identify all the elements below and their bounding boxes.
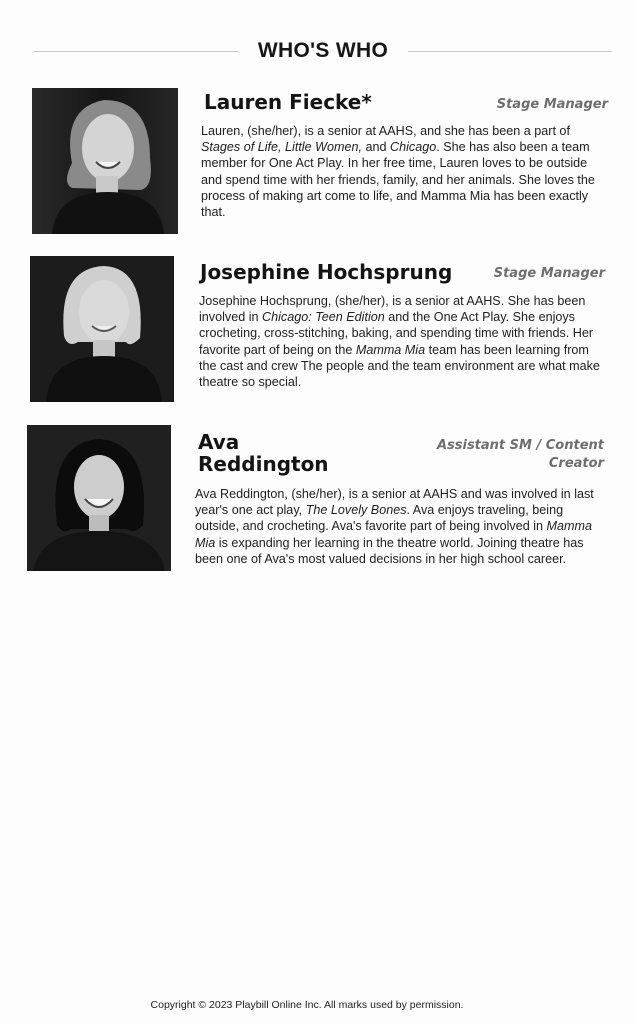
- bio-italic-text: Mamma Mia: [195, 519, 593, 550]
- bio-text: and: [362, 140, 391, 155]
- member-bio: [199, 293, 607, 390]
- bio-text: Ava Reddington, (she/her), is a senior at AAHS and was involved in last year's one act play,: [195, 487, 594, 518]
- header-rule-right: [408, 51, 612, 52]
- bio-text: . She has also been a team member for One Act Play. In her free time, Lauren loves to be outside and spend time with her friends, family, and her animals. She loves the process of making art come to life, and Mamma Mia has been exactly that.: [201, 140, 595, 220]
- bio-text: and the One Act Play. She enjoys crocheting, cross-stitching, baking, and spending time with friends. Her favorite part of being on the: [199, 310, 594, 357]
- member-role-line: Creator: [548, 456, 604, 471]
- member-name: [198, 431, 329, 475]
- member-name: Josephine Hochsprung: [200, 260, 453, 284]
- bio-text: Josephine Hochsprung, (she/her), is a senior at AAHS. She has been involved in: [199, 294, 586, 325]
- bio-text: Lauren, (she/her), is a senior at AAHS, and she has been a part of: [201, 124, 570, 138]
- copyright-footer: Copyright © 2023 Playbill Online Inc. All marks used by permission.: [150, 999, 464, 1011]
- section-header: [34, 38, 612, 68]
- headshot-photo: [32, 88, 178, 234]
- bio-italic-text: Chicago: Teen Edition: [262, 310, 385, 325]
- headshot-image: [32, 88, 178, 234]
- member-name-line: Ava: [198, 430, 240, 454]
- member-bio: [195, 486, 605, 567]
- bio-text: team has been learning from the cast and crew The people and the team environment are what make theatre so special.: [199, 342, 600, 390]
- bio-text: . Ava enjoys traveling, being outside, and crocheting. Ava's favorite part of being involved in: [195, 503, 564, 534]
- member-role: [396, 437, 604, 473]
- bio-italic-text: Chicago: [390, 140, 437, 155]
- member-role: Stage Manager: [493, 266, 605, 281]
- headshot-image: [30, 256, 174, 402]
- member-role-line: Assistant SM / Content: [436, 438, 604, 453]
- bio-italic-text: Stages of Life, Little Women,: [201, 140, 363, 155]
- bio-text: is expanding her learning in the theatre world. Joining theatre has been one of Ava's most valued decisions in her high school career.: [195, 535, 584, 566]
- member-role: Stage Manager: [496, 97, 608, 112]
- member-name-line: Reddington: [198, 452, 329, 476]
- member-name: Lauren Fiecke*: [204, 90, 372, 114]
- headshot-image: [27, 425, 171, 571]
- member-bio: [201, 123, 605, 220]
- headshot-photo: [30, 256, 174, 402]
- page-title: WHO'S WHO: [257, 39, 389, 62]
- bio-italic-text: Mamma Mia: [355, 342, 426, 357]
- bio-italic-text: The Lovely Bones: [305, 503, 407, 518]
- headshot-photo: [27, 425, 171, 571]
